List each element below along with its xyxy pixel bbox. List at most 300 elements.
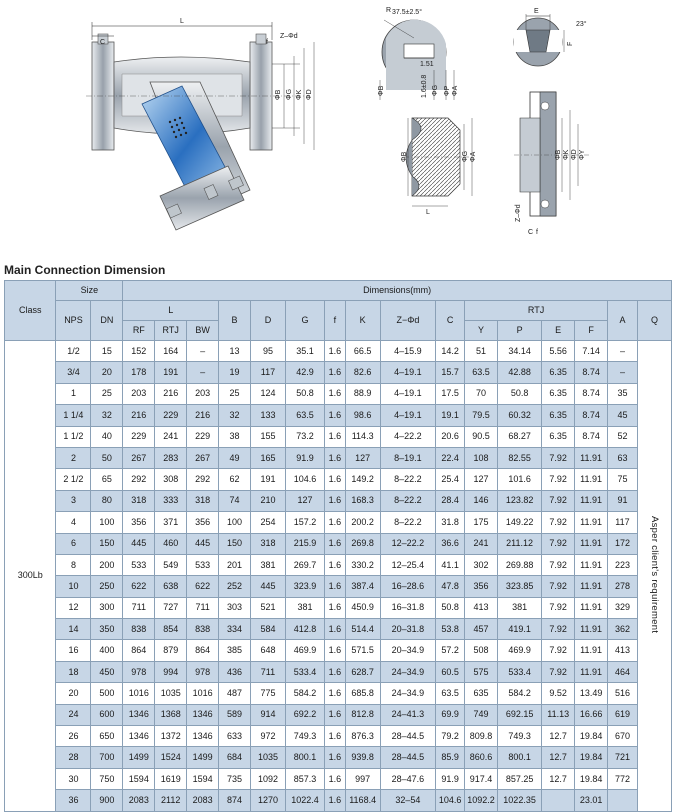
table-cell: 14.2	[436, 341, 465, 362]
table-cell: 749.3	[285, 726, 324, 747]
table-cell: 215.9	[285, 533, 324, 554]
table-cell: 229	[155, 405, 187, 426]
table-cell: 50.8	[497, 383, 541, 404]
label-gap: 1.6±0.8	[421, 74, 428, 98]
table-cell: 19.84	[575, 768, 608, 789]
table-cell: 997	[345, 768, 380, 789]
table-cell: 670	[608, 726, 638, 747]
label-f: f	[266, 39, 268, 46]
table-cell: 4–15.9	[380, 341, 436, 362]
table-cell: 838	[187, 619, 219, 640]
table-cell: 1.6	[325, 469, 346, 490]
butt-weld-detail	[401, 118, 477, 216]
table-cell: 711	[123, 597, 155, 618]
table-row	[5, 683, 672, 704]
table-cell: 149.2	[345, 469, 380, 490]
table-row	[5, 490, 672, 511]
table-cell: 269.7	[285, 554, 324, 575]
table-cell: 65	[91, 469, 123, 490]
table-cell: 874	[219, 790, 251, 811]
table-cell: 267	[123, 447, 155, 468]
table-cell: 1499	[123, 747, 155, 768]
table-cell: 117	[250, 362, 285, 383]
table-cell: 19	[219, 362, 251, 383]
label-rtj-b: ΦB	[378, 85, 385, 96]
table-cell: 4–19.1	[380, 405, 436, 426]
table-cell: 1.6	[325, 661, 346, 682]
table-cell: 34.14	[497, 341, 541, 362]
table-cell: 250	[91, 576, 123, 597]
table-cell: 269.8	[345, 533, 380, 554]
table-cell: 860.6	[465, 747, 498, 768]
table-cell: 149.22	[497, 512, 541, 533]
table-cell: 533	[123, 554, 155, 575]
table-cell: 15.7	[436, 362, 465, 383]
table-cell: 721	[608, 747, 638, 768]
table-cell: 254	[250, 512, 285, 533]
header-k: K	[345, 301, 380, 341]
table-row	[5, 554, 672, 575]
label-bw-l: L	[426, 209, 430, 216]
table-cell: 32	[91, 405, 123, 426]
table-cell: 7.92	[542, 554, 575, 575]
table-cell: 684	[219, 747, 251, 768]
table-cell: 450.9	[345, 597, 380, 618]
table-cell: 203	[123, 383, 155, 404]
table-cell: 857.25	[497, 768, 541, 789]
table-cell: 11.91	[575, 554, 608, 575]
table-cell: 12.7	[542, 768, 575, 789]
table-cell: 1 1/4	[56, 405, 91, 426]
table-cell: 1.6	[325, 683, 346, 704]
table-cell: 11.91	[575, 533, 608, 554]
table-cell: 252	[219, 576, 251, 597]
table-cell	[608, 790, 638, 811]
label-zd: Z–Φd	[280, 33, 298, 40]
table-cell: 28–44.5	[380, 747, 436, 768]
table-cell: 7.92	[542, 576, 575, 597]
table-cell: 371	[155, 512, 187, 533]
table-cell: 60.5	[436, 661, 465, 682]
table-cell: 772	[608, 768, 638, 789]
table-cell: 533.4	[285, 661, 324, 682]
table-cell: 584	[250, 619, 285, 640]
rtj-groove-detail	[378, 7, 459, 100]
table-cell: –	[608, 341, 638, 362]
table-cell: 1368	[155, 704, 187, 725]
table-cell: 63	[608, 447, 638, 468]
table-cell: 436	[219, 661, 251, 682]
table-cell: 2112	[155, 790, 187, 811]
table-cell: 1.6	[325, 426, 346, 447]
table-cell: 79.5	[465, 405, 498, 426]
table-cell: 60.32	[497, 405, 541, 426]
table-cell: 12–25.4	[380, 554, 436, 575]
table-cell: 211.12	[497, 533, 541, 554]
table-cell: 50	[91, 447, 123, 468]
table-cell: 200.2	[345, 512, 380, 533]
table-cell: 533.4	[497, 661, 541, 682]
table-cell: 1.6	[325, 533, 346, 554]
table-cell: 165	[250, 447, 285, 468]
label-151: 1.51	[420, 61, 434, 68]
table-cell: 127	[465, 469, 498, 490]
table-row	[5, 405, 672, 426]
table-cell: 575	[465, 661, 498, 682]
table-cell: 1092.2	[465, 790, 498, 811]
table-row	[5, 619, 672, 640]
table-cell: 32–54	[380, 790, 436, 811]
table-cell: 30	[56, 768, 91, 789]
table-row	[5, 747, 672, 768]
table-cell: 419.1	[497, 619, 541, 640]
table-cell: 469.9	[497, 640, 541, 661]
table-cell: 10	[56, 576, 91, 597]
table-cell: 150	[91, 533, 123, 554]
table-cell: 412.8	[285, 619, 324, 640]
table-cell: 635	[465, 683, 498, 704]
table-cell: 6.35	[542, 362, 575, 383]
table-row	[5, 640, 672, 661]
table-cell: 7.92	[542, 597, 575, 618]
table-cell: 387.4	[345, 576, 380, 597]
table-cell: 584.2	[285, 683, 324, 704]
table-cell: 521	[250, 597, 285, 618]
table-cell: 42.9	[285, 362, 324, 383]
table-cell: 104.6	[285, 469, 324, 490]
table-title: Main Connection Dimension	[4, 263, 166, 277]
table-cell: 1.6	[325, 341, 346, 362]
label-c: C	[100, 39, 106, 46]
table-cell: 978	[123, 661, 155, 682]
table-cell: 20–31.8	[380, 619, 436, 640]
header-size: Size	[56, 281, 123, 301]
table-cell: 68.27	[497, 426, 541, 447]
header-class: Class	[5, 281, 56, 341]
table-cell: 11.91	[575, 661, 608, 682]
label-ff: F	[567, 41, 574, 46]
table-cell: 318	[123, 490, 155, 511]
table-row	[5, 790, 672, 811]
table-cell: 6.35	[542, 383, 575, 404]
table-cell: 445	[123, 533, 155, 554]
table-cell: 356	[123, 512, 155, 533]
table-cell: 622	[123, 576, 155, 597]
table-cell: 8–22.2	[380, 490, 436, 511]
table-cell: 32	[219, 405, 251, 426]
table-cell: 6.35	[542, 405, 575, 426]
table-cell: 123.82	[497, 490, 541, 511]
table-cell: 1270	[250, 790, 285, 811]
table-cell: 91.9	[436, 768, 465, 789]
table-cell: 19.1	[436, 405, 465, 426]
table-cell: 362	[608, 619, 638, 640]
table-cell: 7.92	[542, 512, 575, 533]
table-cell: 57.2	[436, 640, 465, 661]
label-r: R	[386, 7, 392, 14]
header-d: D	[250, 301, 285, 341]
table-cell: 178	[123, 362, 155, 383]
table-cell: 73.2	[285, 426, 324, 447]
table-cell: 460	[155, 533, 187, 554]
table-cell: 8–22.2	[380, 469, 436, 490]
table-cell: 216	[123, 405, 155, 426]
table-row	[5, 512, 672, 533]
table-cell: 549	[155, 554, 187, 575]
table-cell: 900	[91, 790, 123, 811]
table-cell: 638	[155, 576, 187, 597]
table-cell: 16–31.8	[380, 597, 436, 618]
table-cell: 11.91	[575, 512, 608, 533]
table-cell: 1372	[155, 726, 187, 747]
table-cell: 685.8	[345, 683, 380, 704]
table-cell: 80	[91, 490, 123, 511]
table-cell: 413	[465, 597, 498, 618]
table-body	[5, 341, 672, 812]
table-cell: 11.13	[542, 704, 575, 725]
table-cell: 17.5	[436, 383, 465, 404]
table-cell: 302	[465, 554, 498, 575]
table-cell: 8.74	[575, 383, 608, 404]
table-cell: 648	[250, 640, 285, 661]
table-cell: 571.5	[345, 640, 380, 661]
table-cell: 864	[187, 640, 219, 661]
table-cell: 157.2	[285, 512, 324, 533]
table-cell: 82.55	[497, 447, 541, 468]
table-cell: 7.14	[575, 341, 608, 362]
table-cell: 1346	[187, 726, 219, 747]
table-cell: 1.6	[325, 447, 346, 468]
table-cell: 51	[465, 341, 498, 362]
label-e: E	[534, 8, 539, 15]
table-cell: 978	[187, 661, 219, 682]
table-row	[5, 362, 672, 383]
table-cell: 838	[123, 619, 155, 640]
table-cell: 25.4	[436, 469, 465, 490]
table-row	[5, 704, 672, 725]
label-fl-k: ΦK	[563, 149, 570, 160]
label-l: L	[180, 18, 184, 25]
table-cell: 600	[91, 704, 123, 725]
table-cell: 1.6	[325, 619, 346, 640]
table-cell: 1.6	[325, 512, 346, 533]
table-cell: 8–19.1	[380, 447, 436, 468]
header-f: f	[325, 301, 346, 341]
header-rtj: RTJ	[155, 321, 187, 341]
ring-gasket-detail	[514, 8, 587, 66]
table-cell: 98.6	[345, 405, 380, 426]
table-cell: 692.2	[285, 704, 324, 725]
table-cell: 191	[250, 469, 285, 490]
table-cell: 1.6	[325, 726, 346, 747]
table-cell: 24–41.3	[380, 704, 436, 725]
header-g: G	[285, 301, 324, 341]
table-cell: 589	[219, 704, 251, 725]
table-cell: 9.52	[542, 683, 575, 704]
technical-drawings	[0, 0, 680, 258]
table-cell: 20.6	[436, 426, 465, 447]
table-cell: 334	[219, 619, 251, 640]
table-cell: 95	[250, 341, 285, 362]
table-cell: 939.8	[345, 747, 380, 768]
table-cell: 8–22.2	[380, 512, 436, 533]
table-cell: 1594	[123, 768, 155, 789]
table-cell: 11.91	[575, 576, 608, 597]
table-cell: 2083	[123, 790, 155, 811]
table-cell: 516	[608, 683, 638, 704]
table-cell: 66.5	[345, 341, 380, 362]
table-cell: 1/2	[56, 341, 91, 362]
table-cell: 1168.4	[345, 790, 380, 811]
table-cell: 7.92	[542, 661, 575, 682]
table-cell: 82.6	[345, 362, 380, 383]
table-cell: 1594	[187, 768, 219, 789]
table-cell: 13.49	[575, 683, 608, 704]
table-cell: 1092	[250, 768, 285, 789]
table-cell: 50.8	[285, 383, 324, 404]
table-cell: 628.7	[345, 661, 380, 682]
table-cell: 7.92	[542, 619, 575, 640]
table-cell: 692.15	[497, 704, 541, 725]
table-cell: 749	[465, 704, 498, 725]
table-cell: 1.6	[325, 576, 346, 597]
table-row	[5, 469, 672, 490]
table-cell: 8.74	[575, 362, 608, 383]
table-cell: 329	[608, 597, 638, 618]
table-cell: 203	[187, 383, 219, 404]
table-cell: 100	[219, 512, 251, 533]
table-cell: 533	[187, 554, 219, 575]
table-cell: 91	[608, 490, 638, 511]
table-cell: 1346	[123, 726, 155, 747]
table-cell: 879	[155, 640, 187, 661]
table-cell: 7.92	[542, 469, 575, 490]
table-cell: 124	[250, 383, 285, 404]
label-fl-c: C	[528, 229, 534, 236]
table-cell: 711	[250, 661, 285, 682]
table-cell: 12.7	[542, 747, 575, 768]
table-cell: 1	[56, 383, 91, 404]
table-cell: 323.9	[285, 576, 324, 597]
table-cell: 4–19.1	[380, 362, 436, 383]
table-cell: 53.8	[436, 619, 465, 640]
header-a: A	[608, 301, 638, 341]
table-row	[5, 661, 672, 682]
table-cell: 104.6	[436, 790, 465, 811]
table-cell: 500	[91, 683, 123, 704]
table-row	[5, 341, 672, 362]
table-cell: 1346	[187, 704, 219, 725]
table-cell: 809.8	[465, 726, 498, 747]
table-cell: 8	[56, 554, 91, 575]
table-cell: 1022.35	[497, 790, 541, 811]
table-cell: 4–19.1	[380, 383, 436, 404]
table-cell: 63.5	[465, 362, 498, 383]
table-cell: 36	[56, 790, 91, 811]
table-cell: 356	[465, 576, 498, 597]
table-cell: 1.6	[325, 768, 346, 789]
table-cell: 7.92	[542, 640, 575, 661]
table-cell: 12–22.2	[380, 533, 436, 554]
table-cell: 1035	[250, 747, 285, 768]
table-cell: 278	[608, 576, 638, 597]
table-cell: 15	[91, 341, 123, 362]
table-cell: 2	[56, 447, 91, 468]
header-c: C	[436, 301, 465, 341]
table-cell: 41.1	[436, 554, 465, 575]
table-cell: 49	[219, 447, 251, 468]
table-cell: 4–22.2	[380, 426, 436, 447]
table-cell: 1524	[155, 747, 187, 768]
header-b: B	[219, 301, 251, 341]
table-cell: 210	[250, 490, 285, 511]
table-cell: 994	[155, 661, 187, 682]
table-cell: 381	[250, 554, 285, 575]
table-cell: 101.6	[497, 469, 541, 490]
table-cell: 229	[123, 426, 155, 447]
table-cell: 47.8	[436, 576, 465, 597]
table-cell: 24–34.9	[380, 683, 436, 704]
table-cell: 16–28.6	[380, 576, 436, 597]
dimension-table	[4, 280, 672, 812]
table-cell: 22.4	[436, 447, 465, 468]
table-cell: 26	[56, 726, 91, 747]
table-cell: 356	[187, 512, 219, 533]
label-rtj-p: ΦP	[444, 85, 451, 96]
table-cell: 164	[155, 341, 187, 362]
table-cell: 25	[219, 383, 251, 404]
table-cell: 75	[608, 469, 638, 490]
table-cell: 1016	[123, 683, 155, 704]
table-cell: 31.8	[436, 512, 465, 533]
table-cell: 18	[56, 661, 91, 682]
header-p: P	[497, 321, 541, 341]
table-cell: 1022.4	[285, 790, 324, 811]
table-cell: 1035	[155, 683, 187, 704]
label-fl-d: ΦD	[571, 149, 578, 160]
table-cell: 11.91	[575, 640, 608, 661]
table-cell: 28.4	[436, 490, 465, 511]
table-cell: 175	[465, 512, 498, 533]
table-cell: 36.6	[436, 533, 465, 554]
table-cell: 381	[497, 597, 541, 618]
table-cell: 90.5	[465, 426, 498, 447]
table-cell: 62	[219, 469, 251, 490]
label-fl-zd: Z–Φd	[515, 204, 522, 222]
table-cell: 19.84	[575, 726, 608, 747]
table-cell: 40	[91, 426, 123, 447]
table-cell: 1499	[187, 747, 219, 768]
table-cell: 4	[56, 512, 91, 533]
header-rtj-group: RTJ	[465, 301, 608, 321]
table-cell: 38	[219, 426, 251, 447]
table-cell: 1.6	[325, 405, 346, 426]
table-cell: 650	[91, 726, 123, 747]
table-cell: 216	[187, 405, 219, 426]
table-cell: 514.4	[345, 619, 380, 640]
table-cell: 914	[250, 704, 285, 725]
header-l: L	[123, 301, 219, 321]
table-cell: 308	[155, 469, 187, 490]
table-cell: 450	[91, 661, 123, 682]
table-cell: 7.92	[542, 533, 575, 554]
label-fl-y: ΦY	[579, 149, 586, 160]
table-cell: 1016	[187, 683, 219, 704]
table-cell: 487	[219, 683, 251, 704]
label-fl-b: ΦB	[555, 149, 562, 160]
table-cell: 469.9	[285, 640, 324, 661]
table-cell: 2083	[187, 790, 219, 811]
